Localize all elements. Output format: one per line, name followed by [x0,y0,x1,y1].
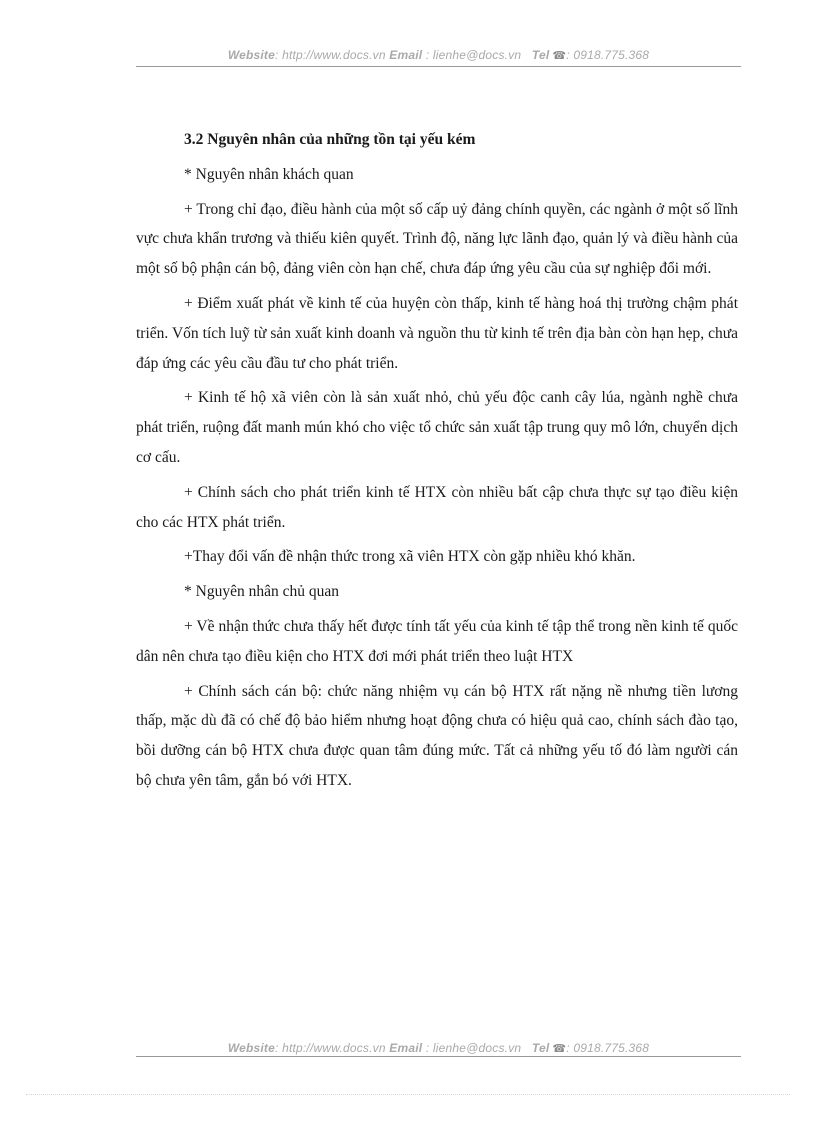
page-footer [136,1041,741,1063]
paragraph: + Chính sách cán bộ: chức năng nhiệm vụ cán bộ HTX rất nặng nề nhưng tiền lương thấp, mặc dù đã có chế độ bảo hiểm nhưng hoạt động chưa có hiệu quả cao, chính sách đào tạo, bồi dưỡng cán bộ HTX chưa được quan tâm đúng mức. Tất cả những yếu tố đó làm người cán bộ chưa yên tâm, gắn bó với HTX. [136,682,738,789]
header-email-label: Email [389,48,423,62]
paragraph: + Chính sách cho phát triển kinh tế HTX còn nhiều bất cập chưa thực sự tạo điều kiện cho các HTX phát triển. [136,483,738,531]
footer-email-label: Email [389,1041,423,1055]
paragraph: + Trong chỉ đạo, điều hành của một số cấp uỷ đảng chính quyền, các ngành ở một số lĩnh vực chưa khẩn trương và thiếu kiên quyết. Trình độ, năng lực lãnh đạo, quản lý và điều hành của một số bộ phận cán bộ, đảng viên còn hạn chế, chưa đáp ứng yêu cầu của sự nghiệp đổi mới. [136,200,738,278]
page-bottom-dotted-line [26,1094,790,1095]
page-header [136,48,741,70]
footer-rule [136,1056,741,1057]
header-tel-label: Tel [531,48,550,62]
paragraph: + Kinh tế hộ xã viên còn là sản xuất nhỏ, chủ yếu độc canh cây lúa, ngành nghề chưa phát triển, ruộng đất manh mún khó cho việc tổ chức sản xuất tập trung quy mô lớn, chuyển dịch cơ cấu. [136,389,738,466]
phone-icon: ☎ [552,1043,567,1055]
footer-website-label: Website [227,1041,276,1055]
paragraph: * Nguyên nhân chủ quan [184,583,339,601]
footer-contact-line [136,1041,741,1055]
paragraph: * Nguyên nhân khách quan [184,165,354,183]
section-heading: 3.2 Nguyên nhân của những tồn tại yếu kém [184,131,476,148]
footer-tel-value: : 0918.775.368 [566,1041,650,1055]
header-website-value: : http://www.docs.vn [275,48,386,62]
phone-icon: ☎ [552,50,567,62]
header-contact-line [136,48,741,62]
paragraph: +Thay đổi vấn đề nhận thức trong xã viên HTX còn gặp nhiều khó khăn. [184,548,636,566]
paragraph: + Về nhận thức chưa thấy hết được tính tất yếu của kinh tế tập thể trong nền kinh tế quốc dân nên chưa tạo điều kiện cho HTX đơi mới phát triển theo luật HTX [136,617,738,665]
header-email-value: : lienhe@docs.vn [425,48,522,62]
footer-tel-label: Tel [531,1041,550,1055]
footer-website-value: : http://www.docs.vn [275,1041,386,1055]
header-rule [136,66,741,67]
header-website-label: Website [227,48,276,62]
header-tel-value: : 0918.775.368 [566,48,650,62]
document-body [136,125,738,801]
paragraph: + Điểm xuất phát về kinh tế của huyện còn thấp, kinh tế hàng hoá thị trường chậm phát triển. Vốn tích luỹ từ sản xuất kinh doanh và nguồn thu từ kinh tế trên địa bàn còn hạn hẹp, chưa đáp ứng các yêu cầu đầu tư cho phát triển. [136,294,738,372]
footer-email-value: : lienhe@docs.vn [425,1041,522,1055]
